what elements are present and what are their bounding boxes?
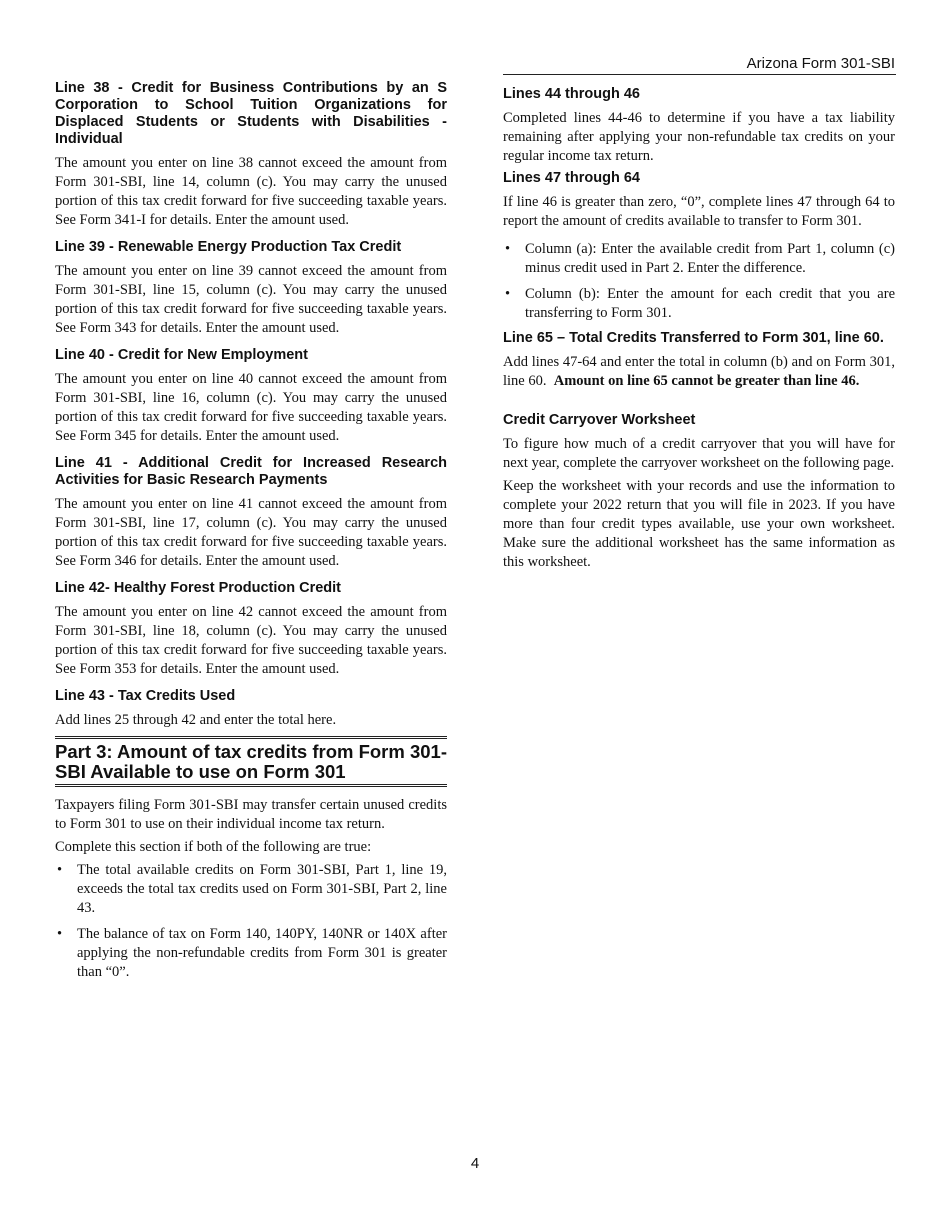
lines47-64-bullet-list (503, 240, 895, 323)
line65-plain-text: Add lines 47-64 and enter the total in column (b) and on Form 301, line 60. (503, 354, 895, 389)
list-item (55, 861, 447, 918)
lines44-46-text: Completed lines 44-46 to determine if you have a tax liability remaining after applying your non-refundable tax credits on your regular income tax return. (503, 110, 895, 164)
line39-heading: Line 39 - Renewable Energy Production Tax Credit (55, 239, 402, 255)
bullet-icon: • (505, 286, 511, 302)
bullet-text: Column (a): Enter the available credit from Part 1, column (c) minus credit used in Part 2. Enter the difference. (525, 241, 895, 276)
line43-heading: Line 43 - Tax Credits Used (55, 688, 236, 704)
list-item (503, 240, 895, 278)
line42-text: The amount you enter on line 42 cannot exceed the amount from Form 301-SBI, line 18, column (c). You may carry the unused portion of this tax credit forward for five succeeding taxable years. See Form 353 for details. Enter the amount used. (55, 604, 447, 677)
line65-bold-text: Amount on line 65 cannot be greater than line 46. (553, 373, 860, 389)
worksheet-text-2: Keep the worksheet with your records and use the information to complete your 2022 return that you will file in 2023. If you have more than four credit types available, use your own worksheet. Make sure the additional worksheet has the same information as this worksheet. (503, 478, 895, 570)
form-title: Arizona Form 301-SBI (746, 55, 895, 72)
lines47-64-text: If line 46 is greater than zero, “0”, complete lines 47 through 64 to report the amount of credits available to transfer to Form 301. (503, 194, 895, 229)
part3-condition: Complete this section if both of the following are true: (55, 839, 372, 855)
line39-text: The amount you enter on line 39 cannot exceed the amount from Form 301-SBI, line 15, column (c). You may carry the unused portion of this tax credit forward for five succeeding taxable years. See Form 343 for details. Enter the amount used. (55, 263, 447, 336)
line65-text (503, 353, 895, 391)
line65-heading: Line 65 – Total Credits Transferred to Form 301, line 60. (503, 330, 884, 346)
bullet-icon: • (57, 862, 63, 878)
lines44-46-heading: Lines 44 through 46 (503, 86, 640, 102)
part3-heading: Part 3: Amount of tax credits from Form 301-SBI Available to use on Form 301 (55, 741, 447, 782)
list-item (55, 925, 447, 982)
part3-intro: Taxpayers filing Form 301-SBI may transfer certain unused credits to Form 301 to use on their individual income tax return. (55, 797, 447, 832)
line41-text: The amount you enter on line 41 cannot exceed the amount from Form 301-SBI, line 17, column (c). You may carry the unused portion of this tax credit forward for five succeeding taxable years. See Form 346 for details. Enter the amount used. (55, 496, 447, 569)
bullet-text: The balance of tax on Form 140, 140PY, 140NR or 140X after applying the non-refundable credits from Form 301 is greater than “0”. (77, 926, 447, 980)
line43-text: Add lines 25 through 42 and enter the total here. (55, 712, 337, 728)
lines47-64-heading: Lines 47 through 64 (503, 170, 640, 186)
bullet-text: The total available credits on Form 301-SBI, Part 1, line 19, exceeds the total tax credits used on Form 301-SBI, Part 2, line 43. (77, 862, 447, 916)
left-column (55, 80, 447, 989)
line40-heading: Line 40 - Credit for New Employment (55, 347, 308, 363)
line38-text: The amount you enter on line 38 cannot exceed the amount from Form 301-SBI, line 14, column (c). You may carry the unused portion of this tax credit forward for five succeeding taxable years. See Form 341-I for details. Enter the amount used. (55, 155, 447, 228)
line41-heading: Line 41 - Additional Credit for Increased Research Activities for Basic Research Payments (55, 455, 447, 488)
line42-heading: Line 42- Healthy Forest Production Credit (55, 580, 342, 596)
part3-banner (55, 736, 447, 787)
bullet-text: Column (b): Enter the amount for each credit that you are transferring to Form 301. (525, 286, 895, 321)
bullet-icon: • (505, 241, 511, 257)
list-item (503, 285, 895, 323)
line38-heading: Line 38 - Credit for Business Contributions by an S Corporation to School Tuition Organizations for Displaced Students or Students with Disabilities - Individual (55, 80, 447, 147)
worksheet-text-1: To figure how much of a credit carryover that you will have for next year, complete the carryover worksheet on the following page. (503, 436, 895, 471)
part3-bullet-list (55, 861, 447, 982)
section-spacer (503, 395, 895, 412)
bullet-icon: • (57, 926, 63, 942)
line40-text: The amount you enter on line 40 cannot exceed the amount from Form 301-SBI, line 16, column (c). You may carry the unused portion of this tax credit forward for five succeeding taxable years. See Form 345 for details. Enter the amount used. (55, 371, 447, 444)
page-number: 4 (470, 1155, 480, 1172)
header-rule (503, 74, 896, 75)
worksheet-heading: Credit Carryover Worksheet (503, 412, 696, 428)
right-column (503, 86, 895, 576)
